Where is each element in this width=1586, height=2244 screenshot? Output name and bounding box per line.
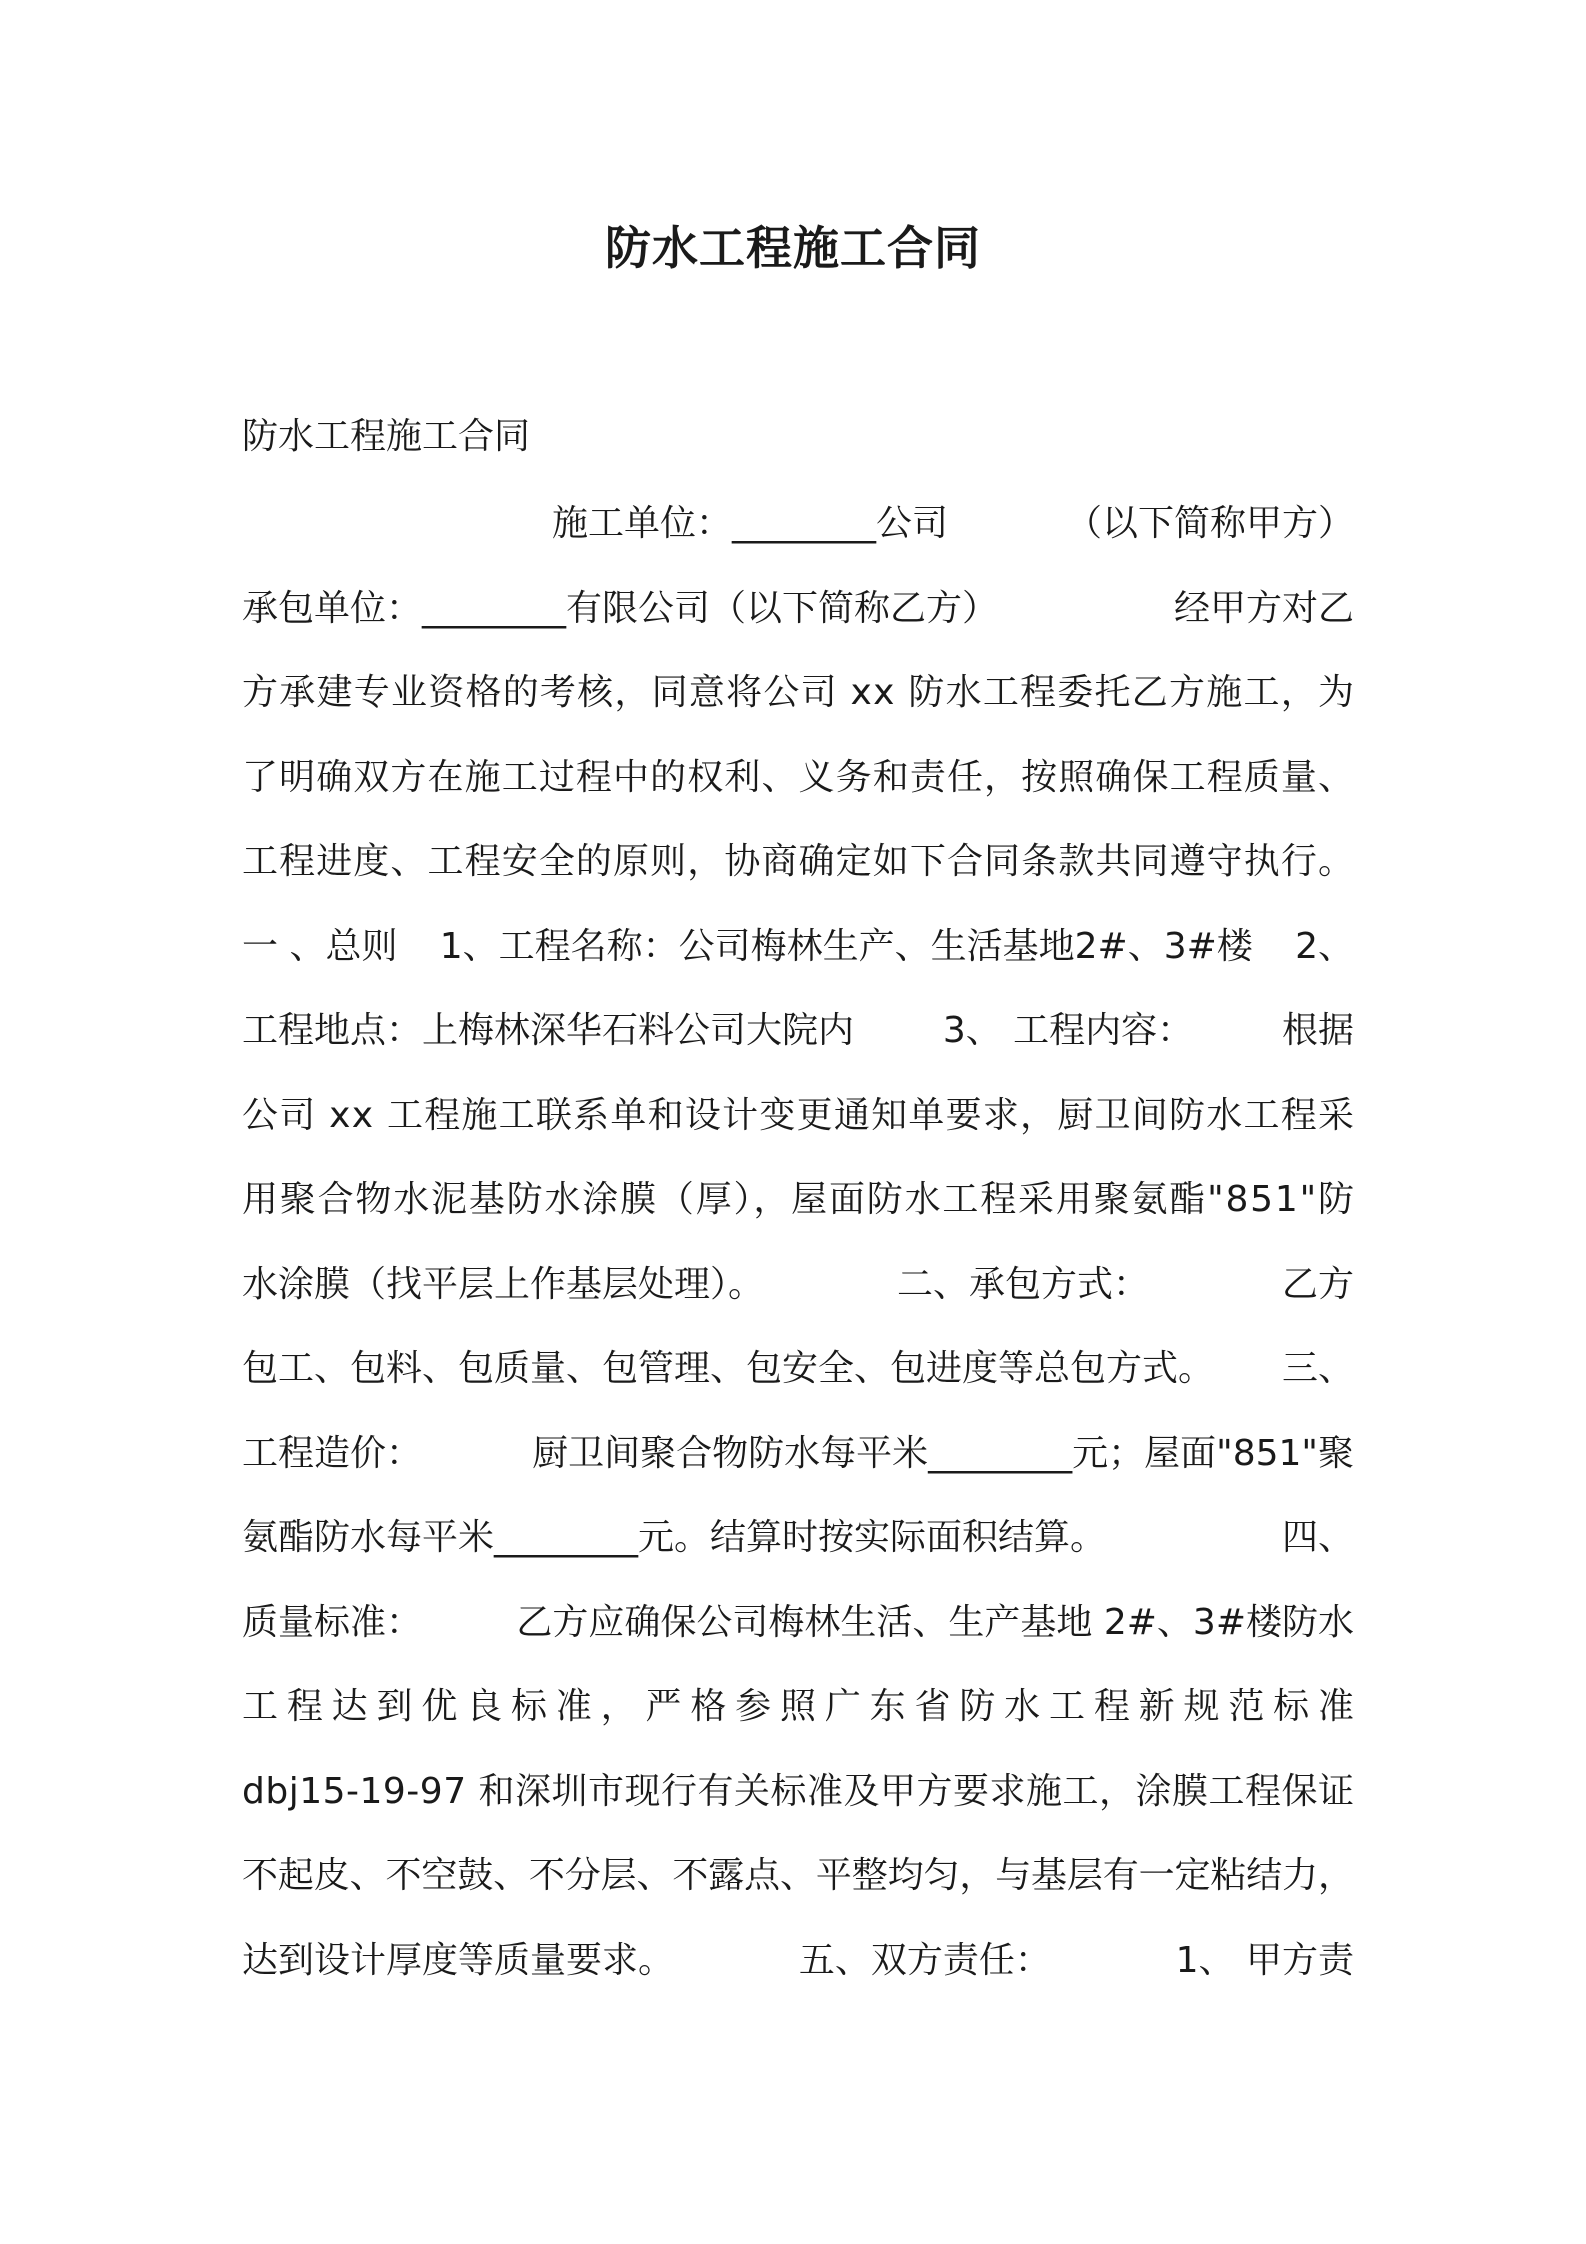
contract-line-segment: 2、 xyxy=(1295,926,1354,967)
contract-line-segment: 承包单位：________有限公司（以下简称乙方） xyxy=(242,588,999,629)
contract-line-segment: 水涂膜（找平层上作基层处理）。 xyxy=(242,1264,765,1305)
contract-line-segment: 三、 xyxy=(1281,1348,1354,1389)
contract-line-segment: 方承建专业资格的考核，同意将公司 xx 防水工程委托乙方施工，为 xyxy=(242,672,1356,713)
contract-line xyxy=(242,1936,1354,1986)
contract-line-segment: 不起皮、不空鼓、不分层、不露点、平整均匀，与基层有一定粘结力， xyxy=(242,1855,1354,1896)
contract-line xyxy=(242,1429,1354,1479)
contract-line xyxy=(552,499,1354,549)
contract-line xyxy=(242,1513,1354,1563)
contract-line-segment: 施工单位：________公司 xyxy=(552,503,949,544)
contract-line-segment: （以下简称甲方） xyxy=(1065,503,1354,544)
contract-line xyxy=(242,1851,1354,1901)
contract-line xyxy=(242,1260,1354,1310)
contract-line xyxy=(242,1091,1354,1141)
document-title: 防水工程施工合同 xyxy=(605,221,981,275)
contract-line-segment: 1、工程名称：公司梅林生产、生活基地2#、3#楼 xyxy=(439,926,1253,967)
contract-line xyxy=(242,753,1354,803)
contract-line xyxy=(242,1767,1354,1817)
contract-line-segment: 氨酯防水每平米________元。结算时按实际面积结算。 xyxy=(242,1517,1107,1558)
contract-line-segment: 公司 xx 工程施工联系单和设计变更通知单要求，厨卫间防水工程采 xyxy=(242,1095,1356,1136)
document-subtitle: 防水工程施工合同 xyxy=(242,416,531,457)
contract-line xyxy=(242,1344,1354,1394)
contract-line-segment: 包工、包料、包质量、包管理、包安全、包进度等总包方式。 xyxy=(242,1348,1215,1389)
contract-line xyxy=(242,1682,1363,1732)
contract-line xyxy=(242,837,1354,887)
contract-line-segment: 用聚合物水泥基防水涂膜（厚），屋面防水工程采用聚氨酯"851"防 xyxy=(242,1179,1356,1220)
contract-line xyxy=(242,584,1354,634)
contract-line xyxy=(242,1006,1354,1056)
contract-line xyxy=(242,922,1354,972)
contract-line xyxy=(242,1175,1354,1225)
contract-line-segment: 3、 工程内容： xyxy=(942,1010,1194,1051)
contract-line-segment: 乙方 xyxy=(1281,1264,1354,1305)
contract-line-segment: 工程达到优良标准，严格参照广东省防水工程新规范标准 xyxy=(242,1686,1363,1727)
contract-line-segment: 达到设计厚度等质量要求。 xyxy=(242,1940,675,1981)
contract-line-segment: 五、双方责任： xyxy=(798,1940,1051,1981)
contract-line-segment: dbj15-19-97 和深圳市现行有关标准及甲方要求施工，涂膜工程保证 xyxy=(242,1771,1355,1812)
contract-line-segment: 工程造价： xyxy=(242,1433,423,1474)
contract-line-segment: 质量标准： xyxy=(242,1602,423,1643)
contract-line-segment: 经甲方对乙 xyxy=(1173,588,1354,629)
contract-line xyxy=(242,668,1354,718)
contract-line-segment: 厨卫间聚合物防水每平米________元；屋面"851"聚 xyxy=(532,1433,1354,1474)
contract-line-segment: 一 、总则 xyxy=(242,926,398,967)
contract-line-segment: 1、 甲方责 xyxy=(1175,1940,1354,1981)
contract-line-segment: 乙方应确保公司梅林生活、生产基地 2#、3#楼防水 xyxy=(516,1602,1354,1643)
contract-line-segment: 了明确双方在施工过程中的权利、义务和责任，按照确保工程质量、 xyxy=(242,757,1356,798)
contract-line-segment: 工程进度、工程安全的原则，协商确定如下合同条款共同遵守执行。 xyxy=(242,841,1356,882)
contract-line-segment: 根据 xyxy=(1281,1010,1354,1051)
contract-line-segment: 工程地点：上梅林深华石料公司大院内 xyxy=(242,1010,855,1051)
contract-line xyxy=(242,1598,1354,1648)
contract-line-segment: 四、 xyxy=(1281,1517,1354,1558)
contract-line-segment: 二、承包方式： xyxy=(896,1264,1149,1305)
